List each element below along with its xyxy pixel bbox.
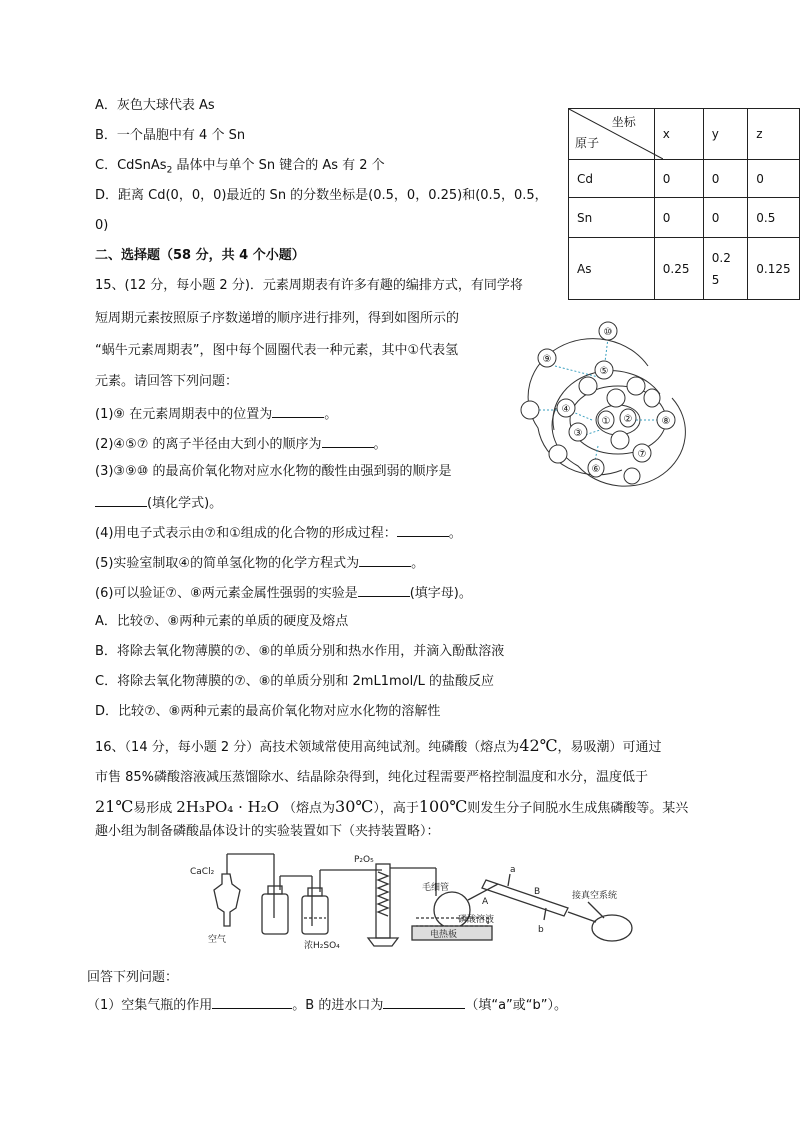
q15-intro-line4: 元素。请回答下列问题： bbox=[95, 374, 239, 389]
element-label-2: ② bbox=[623, 414, 633, 425]
table-row bbox=[569, 238, 800, 300]
answer-prompt: 回答下列问题： bbox=[87, 970, 179, 985]
q14-option-d-line2: 0) bbox=[95, 218, 109, 233]
label-p2o5: P₂O₅ bbox=[354, 855, 374, 865]
table-row bbox=[569, 160, 800, 198]
column-header-y: y bbox=[703, 109, 748, 160]
coordinate-table bbox=[568, 108, 800, 300]
atom-cell: Cd bbox=[569, 160, 655, 198]
atom-cell: Sn bbox=[569, 198, 655, 238]
p2o5-column bbox=[376, 864, 390, 938]
wash-bottle bbox=[302, 896, 328, 934]
q15-intro-line2: 短周期元素按照原子序数递增的顺序进行排列，得到如图所示的 bbox=[95, 311, 460, 326]
y-cell: 0.2 5 bbox=[703, 238, 748, 300]
label-a-part: A bbox=[482, 897, 489, 907]
header-coordinate: 坐标 bbox=[611, 115, 636, 129]
q15-part4: (4)用电子式表示由⑦和①组成的化合物的形成过程： 。 bbox=[95, 522, 462, 544]
q15-part5: (5)实验室制取④的简单氢化物的化学方程式为 。 bbox=[95, 552, 424, 574]
element-label-9: ⑨ bbox=[542, 354, 552, 365]
element-label-4: ④ bbox=[561, 404, 571, 415]
element-label-1: ① bbox=[601, 416, 611, 427]
x-cell: 0.25 bbox=[654, 238, 703, 300]
q14-option-a: A．灰色大球代表 As bbox=[95, 98, 215, 113]
q15-part2: (2)④⑤⑦ 的离子半径由大到小的顺序为 。 bbox=[95, 433, 387, 455]
section-title: 二、选择题（58 分，共 4 个小题） bbox=[95, 248, 305, 263]
label-port-b: b bbox=[538, 925, 544, 935]
answer-blank[interactable] bbox=[358, 582, 410, 597]
drying-tube bbox=[214, 874, 240, 926]
q16-line4: 趣小组为制备磷酸晶体设计的实验装置如下（夹持装置略）： bbox=[95, 824, 440, 839]
q15-intro-line3: “蜗牛元素周期表”，图中每个圆圈代表一种元素，其中①代表氢 bbox=[95, 343, 459, 358]
label-vacuum: 接真空系统 bbox=[572, 891, 618, 901]
q15-part1: (1)⑨ 在元素周期表中的位置为 。 bbox=[95, 403, 337, 425]
answer-blank[interactable] bbox=[397, 522, 449, 537]
element-label-8: ⑧ bbox=[661, 416, 671, 427]
answer-blank[interactable] bbox=[212, 994, 292, 1009]
q14-option-c: C．CdSnAs$_2$ 晶体中与单个 Sn 键合的 As 有 2 个 bbox=[95, 158, 385, 176]
q15-part6: (6)可以验证⑦、⑧两元素金属性强弱的实验是 (填字母)。 bbox=[95, 582, 472, 604]
q15-part3: (3)③⑨⑩ 的最高价氧化物对应水化物的酸性由强到弱的顺序是 bbox=[95, 464, 452, 479]
z-cell: 0.125 bbox=[748, 238, 800, 300]
answer-blank[interactable] bbox=[272, 403, 324, 418]
label-capillary: 毛细管 bbox=[422, 883, 450, 893]
q15-part3-cont: (填化学式)。 bbox=[95, 492, 222, 514]
receiving-flask bbox=[592, 915, 632, 941]
q14-option-b: B．一个晶胞中有 4 个 Sn bbox=[95, 128, 246, 143]
q16-part1: （1）空集气瓶的作用 。B 的进水口为 （填“a”或“b”）。 bbox=[87, 994, 567, 1016]
q15-intro-line1: 15、(12 分，每小题 2 分)．元素周期表有许多有趣的编排方式，有同学将 bbox=[95, 278, 523, 293]
table-header-diagonal-cell bbox=[569, 109, 655, 160]
column-header-x: x bbox=[654, 109, 703, 160]
q15-option-b: B．将除去氧化物薄膜的⑦、⑧的单质分别和热水作用，并滴入酚酞溶液 bbox=[95, 644, 505, 659]
y-cell: 0 bbox=[703, 160, 748, 198]
empty-gas-bottle bbox=[262, 894, 288, 934]
label-cacl2: CaCl₂ bbox=[190, 867, 215, 877]
apparatus-diagram bbox=[186, 846, 676, 950]
element-label-10: ⑩ bbox=[603, 327, 613, 338]
element-label-3: ③ bbox=[573, 428, 583, 439]
z-cell: 0.5 bbox=[748, 198, 800, 238]
label-b-part: B bbox=[534, 887, 541, 897]
answer-blank[interactable] bbox=[359, 552, 411, 567]
q15-option-d: D．比较⑦、⑧两种元素的最高价氧化物对应水化物的溶解性 bbox=[95, 704, 441, 719]
element-label-5: ⑤ bbox=[599, 366, 609, 377]
x-cell: 0 bbox=[654, 160, 703, 198]
element-label-7: ⑦ bbox=[637, 449, 647, 460]
header-atom: 原子 bbox=[575, 136, 600, 150]
element-circles bbox=[521, 322, 675, 484]
table-row bbox=[569, 198, 800, 238]
q16-line1: 16、（14 分，每小题 2 分）高技术领域常使用高纯试剂。纯磷酸（熔点为42℃，易吸潮）可通过 bbox=[95, 736, 662, 755]
element-label-6: ⑥ bbox=[591, 464, 601, 475]
label-heater: 电热板 bbox=[430, 930, 458, 940]
answer-blank[interactable] bbox=[322, 433, 374, 448]
x-cell: 0 bbox=[654, 198, 703, 238]
q16-line2: 市售 85%磷酸溶液减压蒸馏除水、结晶除杂得到，纯化过程需要严格控制温度和水分，温度低于 bbox=[95, 770, 649, 785]
label-solution: 磷酸溶液 bbox=[458, 915, 495, 925]
z-cell: 0 bbox=[748, 160, 800, 198]
q15-option-a: A．比较⑦、⑧两种元素的单质的硬度及熔点 bbox=[95, 614, 349, 629]
q16-line3: 21℃易形成 2H₃PO₄ · H₂O （熔点为30℃），高于100℃则发生分子间脱水生成焦磷酸等。某兴 bbox=[95, 797, 689, 816]
label-h2so4: 浓H₂SO₄ bbox=[304, 941, 340, 950]
q14-option-d-line1: D．距离 Cd(0，0，0)最近的 Sn 的分数坐标是(0.5，0，0.25)和(0.5，0.5， bbox=[95, 188, 548, 203]
answer-blank[interactable] bbox=[95, 492, 147, 507]
q15-option-c: C．将除去氧化物薄膜的⑦、⑧的单质分别和 2mL1mol/L 的盐酸反应 bbox=[95, 674, 494, 689]
atom-cell: As bbox=[569, 238, 655, 300]
column-header-z: z bbox=[748, 109, 800, 160]
label-air: 空气 bbox=[208, 935, 227, 945]
answer-blank[interactable] bbox=[383, 994, 465, 1009]
y-cell: 0 bbox=[703, 198, 748, 238]
snail-periodic-table-diagram bbox=[520, 318, 690, 488]
label-port-a: a bbox=[510, 865, 516, 875]
